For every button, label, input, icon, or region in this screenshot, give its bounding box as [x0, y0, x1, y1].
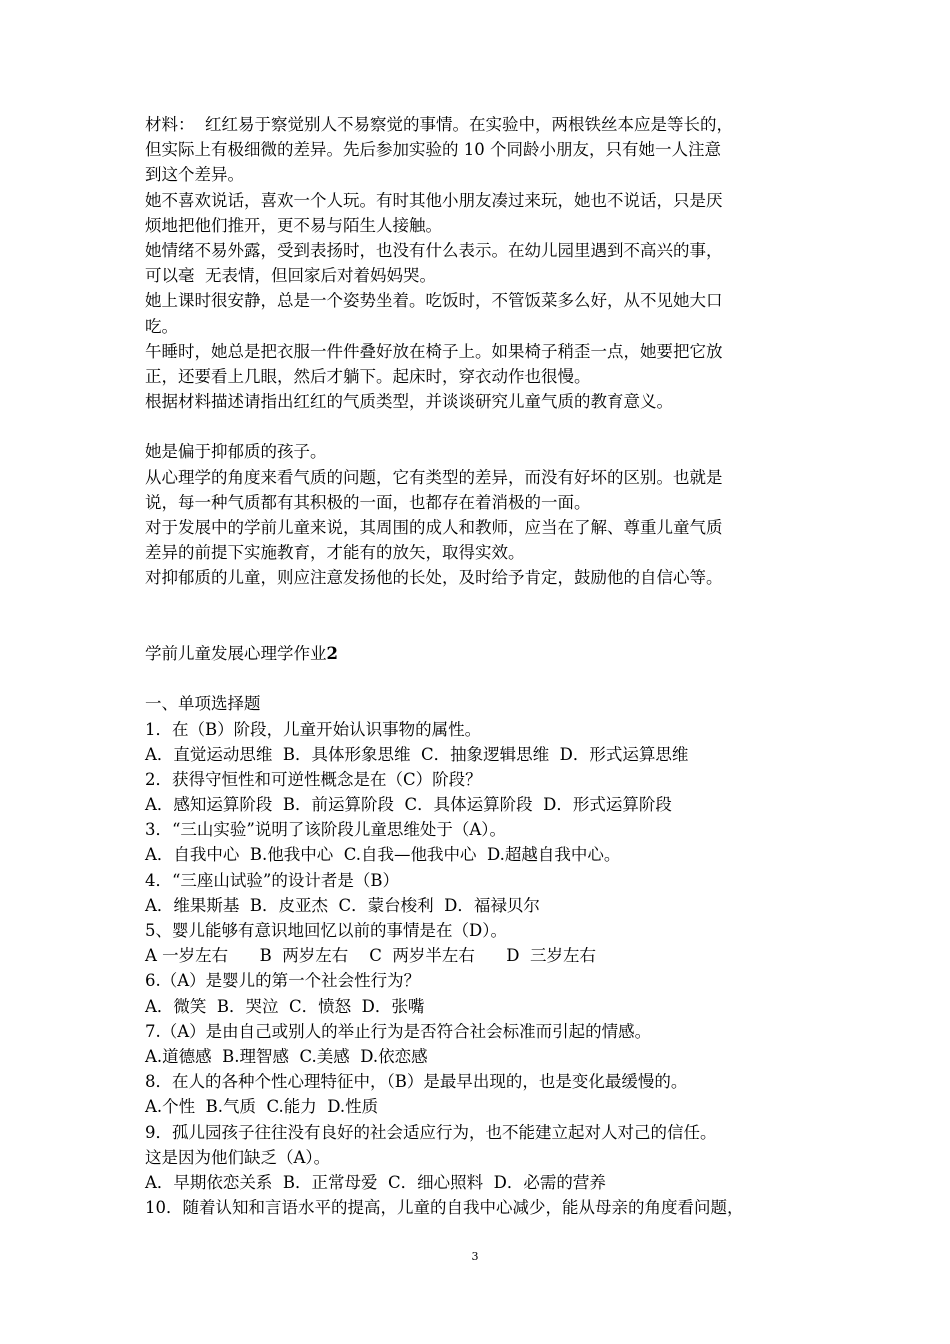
material-line: 吃。 [145, 316, 178, 336]
material-line: 她情绪不易外露，受到表扬时，也没有什么表示。在幼儿园里遇到不高兴的事， [145, 240, 723, 260]
question-options: A.道德感 B.理智感 C.美感 D.依恋感 [145, 1046, 428, 1066]
question-options: A．直觉运动思维 B．具体形象思维 C．抽象逻辑思维 D．形式运算思维 [145, 744, 689, 764]
spacer [145, 666, 815, 691]
answer-line: 说，每一种气质都有其积极的一面，也都存在着消极的一面。 [145, 492, 591, 512]
material-question: 根据材料描述请指出红红的气质类型，并谈谈研究儿童气质的教育意义。 [145, 392, 673, 412]
page-content [145, 112, 815, 1220]
spacer [145, 591, 815, 641]
question-item: 7.（A）是由自己或别人的举止行为是否符合社会标准而引起的情感。 [145, 1021, 652, 1041]
answer-line: 对于发展中的学前儿童来说，其周围的成人和教师，应当在了解、尊重儿童气质 [145, 518, 723, 537]
material-line: 烦地把他们推开，更不易与陌生人接触。 [145, 215, 442, 235]
question-options: A．微笑 B．哭泣 C．愤怒 D．张嘴 [145, 996, 425, 1016]
question-item: 8．在人的各种个性心理特征中，（B）是最早出现的，也是变化最缓慢的。 [145, 1072, 688, 1092]
question-item: 6.（A）是婴儿的第一个社会性行为？ [145, 971, 421, 991]
answer-section [145, 439, 815, 590]
question-options: A．自我中心 B.他我中心 C.自我—他我中心 D.超越自我中心。 [145, 845, 621, 865]
material-section [145, 112, 815, 414]
question-item: 3．“三山实验”说明了该阶段儿童思维处于（A）。 [145, 820, 507, 840]
question-item: 5、婴儿能够有意识地回忆以前的事情是在（D）。 [145, 921, 507, 941]
answer-line: 对抑郁质的儿童，则应注意发扬他的长处，及时给予肯定，鼓励他的自信心等。 [145, 568, 723, 588]
question-item: 10．随着认知和言语水平的提高，儿童的自我中心减少，能从母亲的角度看问题， [145, 1198, 744, 1218]
answer-line: 她是偏于抑郁质的孩子。 [145, 442, 327, 462]
homework-heading [145, 641, 815, 666]
question-item-continued: 这是因为他们缺乏（A）。 [145, 1147, 331, 1167]
question-list [145, 717, 815, 1221]
question-item: 2．获得守恒性和可逆性概念是在（C）阶段？ [145, 769, 482, 789]
material-line: 材料： 红红易于察觉别人不易察觉的事情。在实验中，两根铁丝本应是等长的， [145, 115, 733, 134]
material-line: 但实际上有极细微的差异。先后参加实验的 10 个同龄小朋友，只有她一人注意 [145, 140, 721, 160]
answer-line: 从心理学的角度来看气质的问题，它有类型的差异，而没有好坏的区别。也就是 [145, 467, 723, 487]
answer-line: 差异的前提下实施教育，才能有的放矢，取得实效。 [145, 543, 525, 563]
question-item: 4．“三座山试验”的设计者是（B） [145, 870, 399, 890]
question-options: A 一岁左右 B 两岁左右 C 两岁半左右 D 三岁左右 [145, 946, 597, 966]
material-line: 她上课时很安静，总是一个姿势坐着。吃饭时，不管饭菜多么好，从不见她大口 [145, 291, 723, 311]
material-line: 她不喜欢说话，喜欢一个人玩。有时其他小朋友凑过来玩，她也不说话，只是厌 [145, 190, 723, 210]
question-item: 1．在（B）阶段，儿童开始认识事物的属性。 [145, 719, 482, 739]
material-line: 可以毫 无表情，但回家后对着妈妈哭。 [145, 266, 436, 286]
spacer [145, 414, 815, 439]
question-options: A．维果斯基 B．皮亚杰 C．蒙台梭利 D．福禄贝尔 [145, 895, 540, 915]
question-item: 9．孤儿园孩子往往没有良好的社会适应行为，也不能建立起对人对己的信任。 [145, 1122, 717, 1142]
question-options: A．感知运算阶段 B．前运算阶段 C．具体运算阶段 D．形式运算阶段 [145, 795, 672, 815]
material-line: 午睡时，她总是把衣服一件件叠好放在椅子上。如果椅子稍歪一点，她要把它放 [145, 341, 723, 361]
material-line: 到这个差异。 [145, 165, 244, 185]
material-line: 正，还要看上几眼，然后才躺下。起床时，穿衣动作也很慢。 [145, 366, 591, 386]
question-options: A.个性 B.气质 C.能力 D.性质 [145, 1097, 379, 1117]
section-title: 一、单项选择题 [145, 694, 261, 714]
question-options: A．早期依恋关系 B．正常母爱 C．细心照料 D．必需的营养 [145, 1172, 606, 1192]
page-number: 3 [471, 1250, 479, 1263]
homework-number: 2 [326, 643, 338, 663]
homework-title: 学前儿童发展心理学作业 [145, 643, 327, 663]
